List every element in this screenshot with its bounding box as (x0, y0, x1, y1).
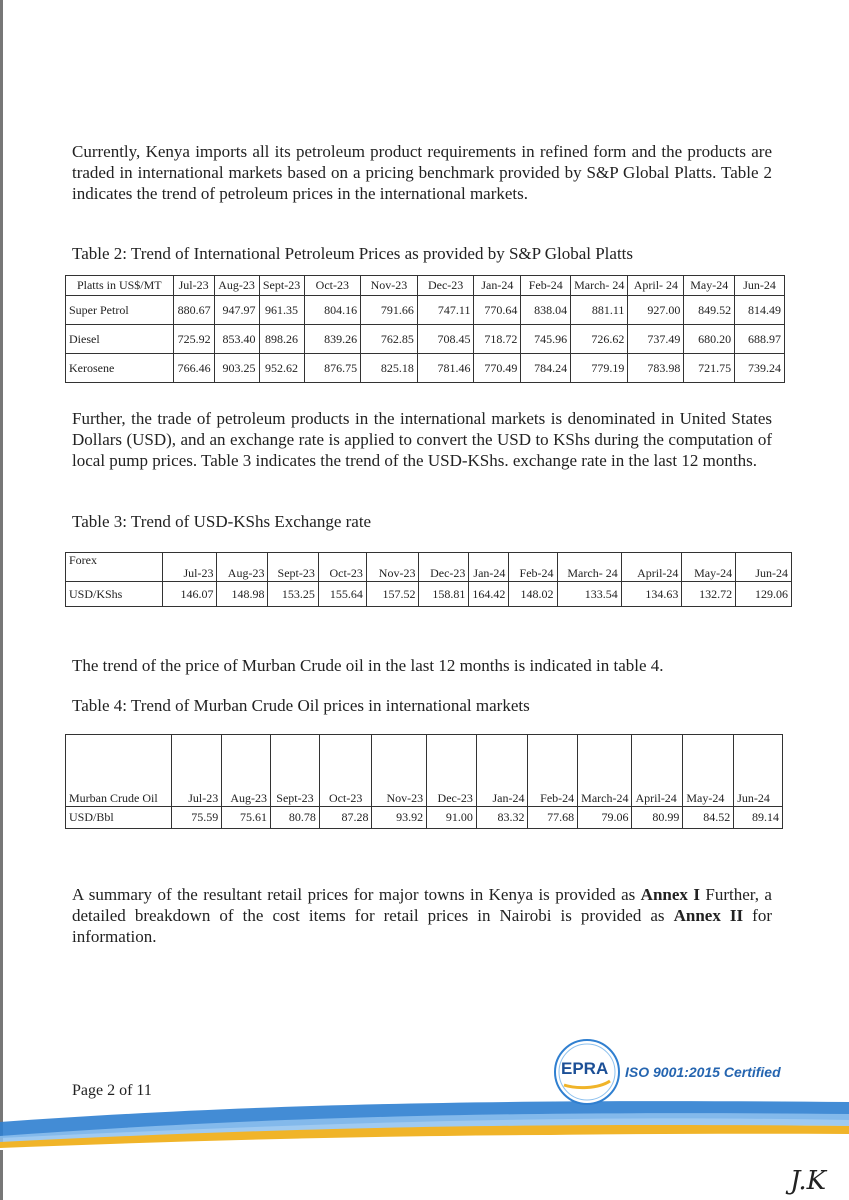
iso-certification: ISO 9001:2015 Certified (625, 1064, 781, 1080)
table2-header-cell: Oct-23 (304, 276, 361, 296)
table4-cell: 75.61 (222, 807, 271, 829)
table4-cell: 87.28 (319, 807, 372, 829)
table2-row-label: Kerosene (66, 354, 174, 383)
annex-text-3: for information. (72, 906, 772, 946)
table4-header-row (66, 735, 783, 807)
table3-cell: 164.42 (469, 582, 509, 607)
table2-cell: 688.97 (735, 325, 785, 354)
table3-caption: Table 3: Trend of USD-KShs Exchange rate (72, 512, 372, 531)
table4-cell: 84.52 (683, 807, 734, 829)
table4-header-cell: Murban Crude Oil (66, 735, 172, 807)
table2-header-cell: Jul-23 (173, 276, 214, 296)
table3-cell: 129.06 (736, 582, 792, 607)
table4-header-cell: March-24 (578, 735, 632, 807)
table4-cell: 83.32 (476, 807, 528, 829)
table2-cell: 947.97 (214, 296, 259, 325)
table3-cell: 153.25 (268, 582, 318, 607)
table3-row-label: USD/KShs (66, 582, 163, 607)
table3-header-cell: Jun-24 (736, 553, 792, 582)
table2-cell: 779.19 (571, 354, 628, 383)
table2-header-cell: Jun-24 (735, 276, 785, 296)
table2-cell: 838.04 (521, 296, 571, 325)
table3-header-cell: Jan-24 (469, 553, 509, 582)
table4-cell: 93.92 (372, 807, 427, 829)
handwritten-initials: J.K (790, 1166, 827, 1196)
table3-cell: 133.54 (557, 582, 621, 607)
table3-cell: 158.81 (419, 582, 469, 607)
table2-header-cell: Jan-24 (474, 276, 521, 296)
table2-cell: 680.20 (684, 325, 735, 354)
table2-cell: 927.00 (628, 296, 684, 325)
table2-header-cell: May-24 (684, 276, 735, 296)
table4-header-cell: Sept-23 (271, 735, 320, 807)
table2-cell: 739.24 (735, 354, 785, 383)
table4-header-cell: May-24 (683, 735, 734, 807)
table2-cell: 745.96 (521, 325, 571, 354)
table2-header-cell: Sept-23 (259, 276, 304, 296)
murban-intro: The trend of the price of Murban Crude oil in the last 12 months is indicated in table 4. (72, 656, 664, 675)
table2-cell: 825.18 (361, 354, 418, 383)
epra-logo-text: EPRA (561, 1059, 609, 1078)
table2-petroleum-prices (65, 275, 785, 383)
table2-cell: 961.35 (259, 296, 304, 325)
table4-header-cell: Jul-23 (171, 735, 222, 807)
table3-header-row (66, 553, 792, 582)
table2-cell: 708.45 (417, 325, 474, 354)
table4-header-cell: Feb-24 (528, 735, 578, 807)
table2-cell: 952.62 (259, 354, 304, 383)
table3-cell: 146.07 (163, 582, 217, 607)
table4-cell: 77.68 (528, 807, 578, 829)
table2-cell: 718.72 (474, 325, 521, 354)
table2-cell: 781.46 (417, 354, 474, 383)
table2-cell: 839.26 (304, 325, 361, 354)
table3-header-cell: Sept-23 (268, 553, 318, 582)
table3-cell: 148.98 (217, 582, 268, 607)
table2-cell: 762.85 (361, 325, 418, 354)
table3-header-cell: Oct-23 (318, 553, 366, 582)
table4-caption: Table 4: Trend of Murban Crude Oil prices in international markets (72, 696, 530, 715)
table2-cell: 766.46 (173, 354, 214, 383)
table2-header-cell: Dec-23 (417, 276, 474, 296)
table3-header-cell: Aug-23 (217, 553, 268, 582)
table2-cell: 814.49 (735, 296, 785, 325)
table2-caption: Table 2: Trend of International Petroleum Prices as provided by S&P Global Platts (72, 244, 633, 263)
table4-cell: 80.99 (632, 807, 683, 829)
table3-header-cell: March- 24 (557, 553, 621, 582)
table2-row-super-petrol (66, 296, 785, 325)
table2-cell: 784.24 (521, 354, 571, 383)
annex-text-2: Further, a detailed breakdown of the cost items for retail prices in Nairobi is provided as (72, 885, 772, 925)
table2-row-diesel (66, 325, 785, 354)
table3-exchange-rate (65, 552, 792, 607)
table2-row-label: Super Petrol (66, 296, 174, 325)
table4-header-cell: April-24 (632, 735, 683, 807)
table4-cell: 79.06 (578, 807, 632, 829)
table3-cell: 155.64 (318, 582, 366, 607)
table2-cell: 880.67 (173, 296, 214, 325)
table4-cell: 89.14 (734, 807, 783, 829)
table4-cell: 75.59 (171, 807, 222, 829)
annex-1-ref: Annex I (640, 885, 700, 904)
table2-header-cell: Aug-23 (214, 276, 259, 296)
annex-text-1: A summary of the resultant retail prices for major towns in Kenya is provided as (72, 885, 641, 904)
table4-header-cell: Jan-24 (476, 735, 528, 807)
table2-cell: 903.25 (214, 354, 259, 383)
table2-cell: 876.75 (304, 354, 361, 383)
table3-header-cell: Forex (66, 553, 163, 582)
table3-cell: 132.72 (682, 582, 736, 607)
table2-header-cell: April- 24 (628, 276, 684, 296)
table3-header-cell: May-24 (682, 553, 736, 582)
table4-cell: 80.78 (271, 807, 320, 829)
epra-logo (552, 1037, 622, 1112)
table2-cell: 853.40 (214, 325, 259, 354)
table2-cell: 737.49 (628, 325, 684, 354)
forex-paragraph: Further, the trade of petroleum products in the international markets is denominated in United States Dollars (USD), and an exchange rate is applied to convert the USD to KShs during the computation of local pump prices. Table 3 indicates the trend of the USD-KShs. exchange rate in the last 12 months. (72, 409, 772, 470)
table2-cell: 725.92 (173, 325, 214, 354)
table4-header-cell: Aug-23 (222, 735, 271, 807)
table4-header-cell: Nov-23 (372, 735, 427, 807)
annex-2-ref: Annex II (673, 906, 744, 925)
annex-paragraph (72, 884, 772, 947)
table2-cell: 898.26 (259, 325, 304, 354)
table2-cell: 791.66 (361, 296, 418, 325)
table2-cell: 726.62 (571, 325, 628, 354)
table2-cell: 747.11 (417, 296, 474, 325)
table4-row-label: USD/Bbl (66, 807, 172, 829)
table2-row-kerosene (66, 354, 785, 383)
table3-cell: 134.63 (621, 582, 682, 607)
table4-row-usd-bbl (66, 807, 783, 829)
scan-edge-line (0, 0, 3, 1200)
table2-cell: 770.64 (474, 296, 521, 325)
table4-header-cell: Oct-23 (319, 735, 372, 807)
table2-header-row (66, 276, 785, 296)
table4-murban-crude (65, 734, 783, 829)
table3-row-usd-kshs (66, 582, 792, 607)
intro-paragraph: Currently, Kenya imports all its petroleum product requirements in refined form and the products are traded in international markets based on a pricing benchmark provided by S&P Global Platts. Table 2 indicates the trend of petroleum prices in the international markets. (72, 142, 772, 203)
table3-cell: 157.52 (366, 582, 419, 607)
table3-cell: 148.02 (509, 582, 557, 607)
table2-cell: 881.11 (571, 296, 628, 325)
table3-header-cell: Nov-23 (366, 553, 419, 582)
table2-cell: 849.52 (684, 296, 735, 325)
page-number: Page 2 of 11 (72, 1082, 152, 1099)
table3-header-cell: Dec-23 (419, 553, 469, 582)
table3-header-cell: Feb-24 (509, 553, 557, 582)
table2-row-label: Diesel (66, 325, 174, 354)
table2-header-cell: Nov-23 (361, 276, 418, 296)
table2-cell: 783.98 (628, 354, 684, 383)
table2-header-cell: March- 24 (571, 276, 628, 296)
table2-cell: 770.49 (474, 354, 521, 383)
table3-header-cell: April-24 (621, 553, 682, 582)
table4-header-cell: Jun-24 (734, 735, 783, 807)
table2-cell: 804.16 (304, 296, 361, 325)
table2-header-cell: Feb-24 (521, 276, 571, 296)
table4-cell: 91.00 (427, 807, 477, 829)
table2-header-cell: Platts in US$/MT (66, 276, 174, 296)
table2-cell: 721.75 (684, 354, 735, 383)
table3-header-cell: Jul-23 (163, 553, 217, 582)
table4-header-cell: Dec-23 (427, 735, 477, 807)
